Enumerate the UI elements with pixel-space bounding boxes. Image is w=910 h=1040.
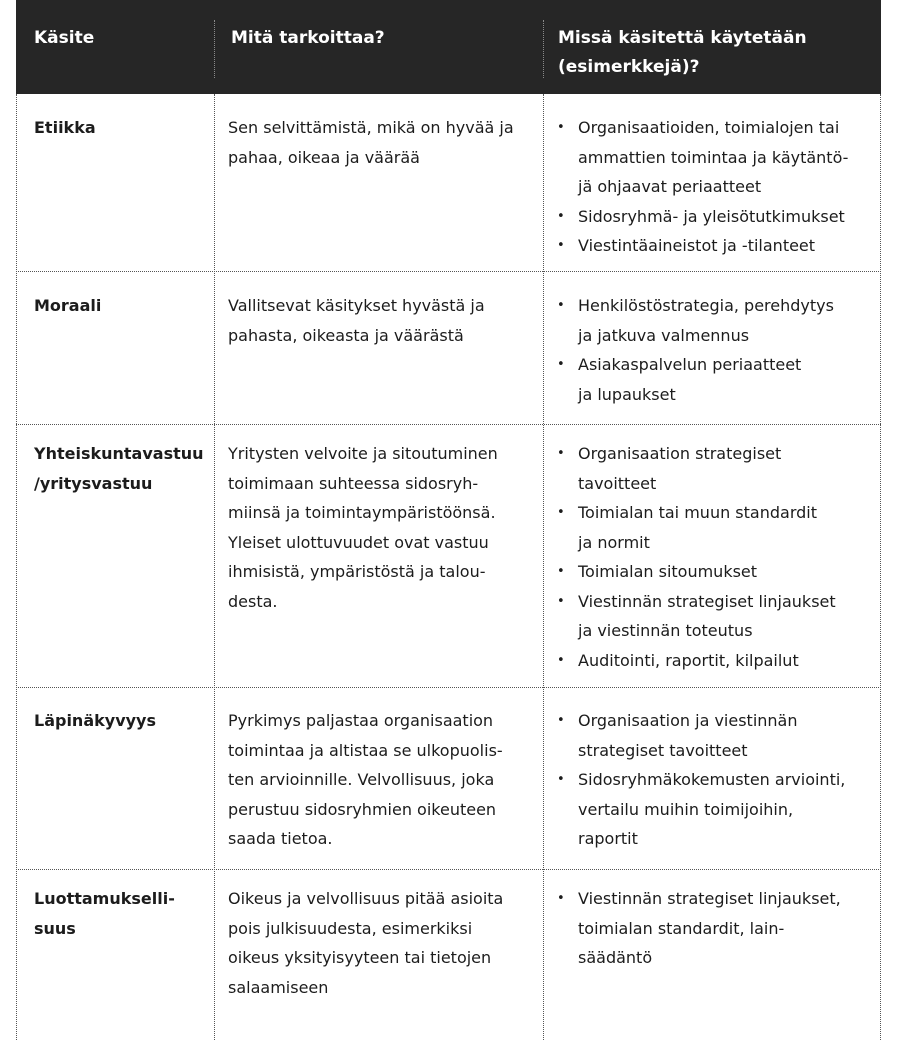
- header-usage-line: Missä käsitettä käytetään: [558, 28, 807, 48]
- header-divider: [543, 20, 544, 78]
- term-line: Moraali: [34, 296, 102, 315]
- bullet-icon: •: [557, 446, 565, 461]
- meaning-line: perustuu sidosryhmien oikeuteen: [228, 799, 497, 819]
- term-line: Etiikka: [34, 118, 96, 137]
- meaning-line: salaamiseen: [228, 977, 329, 997]
- example-line: jä ohjaavat periaatteet: [578, 177, 762, 196]
- meaning-line: Oikeus ja velvollisuus pitää asioita: [228, 889, 504, 908]
- row-divider: [16, 869, 881, 870]
- example-line: toimialan standardit, lain-: [578, 918, 785, 938]
- concept-meaning: [228, 706, 538, 854]
- meaning-line: pahaa, oikeaa ja väärää: [228, 147, 420, 167]
- meaning-line: toimintaa ja altistaa se ulkopuolis-: [228, 740, 503, 760]
- bullet-icon: •: [557, 652, 565, 668]
- meaning-line: Vallitsevat käsitykset hyvästä ja: [228, 296, 485, 315]
- term-line: Läpinäkyvyys: [34, 711, 156, 730]
- example-line: Henkilöstöstrategia, perehdytys: [578, 296, 834, 315]
- usage-example: [554, 350, 884, 409]
- meaning-line: toimimaan suhteessa sidosryh-: [228, 473, 479, 493]
- bullet-icon: •: [557, 298, 565, 313]
- concept-meaning: [228, 113, 538, 172]
- bullet-icon: •: [557, 593, 565, 609]
- header-usage: [558, 24, 868, 82]
- example-line: Viestinnän strategiset linjaukset: [578, 591, 836, 611]
- example-line: ammattien toimintaa ja käytäntö-: [578, 147, 849, 167]
- usage-example: [554, 706, 884, 765]
- concept-term: [34, 113, 224, 143]
- example-line: ja lupaukset: [578, 384, 676, 404]
- usage-example: [554, 557, 884, 587]
- example-line: Toimialan tai muun standardit: [578, 503, 817, 522]
- meaning-line: oikeus yksityisyyteen tai tietojen: [228, 948, 492, 967]
- concept-term: [34, 291, 224, 321]
- usage-example: [554, 498, 884, 557]
- concept-table: [16, 0, 881, 1040]
- header-concept: Käsite: [34, 28, 95, 48]
- concept-term: [34, 706, 224, 736]
- example-line: säädäntö: [578, 948, 653, 967]
- example-line: Viestintäaineistot ja -tilanteet: [578, 236, 816, 255]
- example-line: Organisaation ja viestinnän: [578, 711, 798, 730]
- bullet-icon: •: [557, 564, 565, 579]
- meaning-line: ihmisistä, ympäristöstä ja talou-: [228, 562, 486, 581]
- meaning-line: saada tietoa.: [228, 829, 333, 848]
- usage-example: [554, 231, 884, 261]
- usage-example: [554, 113, 884, 202]
- bullet-icon: •: [557, 505, 565, 520]
- concept-term: [34, 884, 224, 943]
- meaning-line: pois julkisuudesta, esimerkiksi: [228, 918, 473, 938]
- bullet-icon: •: [557, 120, 565, 135]
- meaning-line: Pyrkimys paljastaa organisaation: [228, 711, 494, 730]
- example-line: ja viestinnän toteutus: [578, 621, 753, 640]
- example-line: Sidosryhmäkokemusten arviointi,: [578, 770, 846, 789]
- meaning-line: pahasta, oikeasta ja väärästä: [228, 325, 464, 345]
- meaning-line: Yleiset ulottuvuudet ovat vastuu: [228, 532, 489, 552]
- bullet-icon: •: [557, 772, 565, 787]
- bullet-icon: •: [557, 238, 565, 253]
- meaning-line: Sen selvittämistä, mikä on hyvää ja: [228, 118, 514, 137]
- example-line: ja jatkuva valmennus: [578, 325, 750, 345]
- usage-examples: [554, 113, 884, 261]
- meaning-line: Yritysten velvoite ja sitoutuminen: [228, 444, 498, 463]
- header-divider: [214, 20, 215, 78]
- row-divider: [16, 271, 881, 272]
- usage-examples: [554, 439, 884, 675]
- example-line: strategiset tavoitteet: [578, 740, 748, 760]
- example-line: Viestinnän strategiset linjaukset,: [578, 889, 841, 908]
- concept-term: [34, 439, 224, 498]
- example-line: Asiakaspalvelun periaatteet: [578, 355, 802, 374]
- example-line: Organisaatioiden, toimialojen tai: [578, 118, 840, 137]
- header-usage-line: (esimerkkejä)?: [558, 57, 700, 77]
- column-divider: [543, 94, 544, 1040]
- meaning-line: ten arvioinnille. Velvollisuus, joka: [228, 770, 495, 789]
- usage-example: [554, 646, 884, 676]
- usage-example: [554, 439, 884, 498]
- example-line: ja normit: [578, 532, 650, 552]
- row-divider: [16, 424, 881, 425]
- column-divider: [16, 94, 17, 1040]
- bullet-icon: •: [557, 891, 565, 906]
- bullet-icon: •: [557, 713, 565, 728]
- term-line: /yritysvastuu: [34, 473, 153, 493]
- meaning-line: miinsä ja toimintaympäristöönsä.: [228, 503, 496, 522]
- row-divider: [16, 687, 881, 688]
- concept-meaning: [228, 291, 538, 350]
- table-header: [16, 0, 881, 94]
- usage-examples: [554, 291, 884, 409]
- concept-meaning: [228, 884, 538, 1002]
- bullet-icon: •: [557, 357, 565, 372]
- example-line: Toimialan sitoumukset: [578, 562, 758, 581]
- example-line: Organisaation strategiset: [578, 444, 782, 463]
- header-meaning: Mitä tarkoittaa?: [231, 28, 385, 48]
- usage-example: [554, 587, 884, 646]
- usage-example: [554, 202, 884, 232]
- bullet-icon: •: [557, 208, 565, 224]
- term-line: Yhteiskuntavastuu: [34, 444, 204, 463]
- concept-meaning: [228, 439, 538, 616]
- usage-example: [554, 291, 884, 350]
- example-line: Auditointi, raportit, kilpailut: [578, 650, 799, 670]
- term-line: suus: [34, 918, 76, 938]
- example-line: raportit: [578, 829, 638, 848]
- meaning-line: desta.: [228, 591, 278, 611]
- usage-examples: [554, 884, 884, 973]
- term-line: Luottamukselli-: [34, 889, 175, 908]
- example-line: tavoitteet: [578, 473, 657, 493]
- example-line: vertailu muihin toimijoihin,: [578, 799, 794, 819]
- usage-examples: [554, 706, 884, 854]
- example-line: Sidosryhmä- ja yleisötutkimukset: [578, 206, 845, 226]
- usage-example: [554, 884, 884, 973]
- usage-example: [554, 765, 884, 854]
